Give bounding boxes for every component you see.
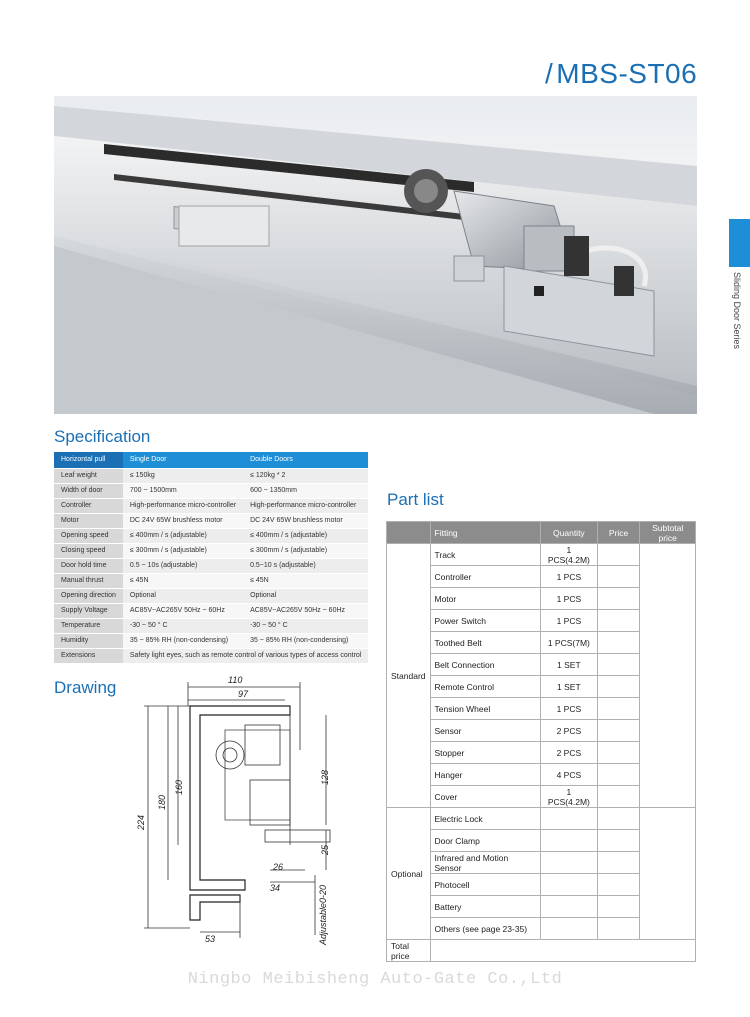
spec-label: Manual thrust (54, 573, 123, 588)
spec-double: AC85V~AC265V 50Hz ~ 60Hz (243, 603, 368, 618)
spec-label: Motor (54, 513, 123, 528)
model-title (545, 58, 697, 90)
total-row (387, 940, 696, 962)
spec-row (54, 543, 368, 558)
spec-extensions-value: Safety light eyes, such as remote control of various types of access control (123, 648, 369, 663)
group-standard: Standard (387, 544, 431, 808)
quantity-cell: 2 PCS (540, 720, 597, 742)
price-cell (597, 874, 640, 896)
spec-label: Opening speed (54, 528, 123, 543)
price-cell (597, 610, 640, 632)
spec-label: Closing speed (54, 543, 123, 558)
price-cell (597, 786, 640, 808)
dim-180: 180 (157, 794, 167, 810)
spec-double: ≤ 300mm / s (adjustable) (243, 543, 368, 558)
quantity-cell: 1 PCS(4.2M) (540, 786, 597, 808)
subtotal-cell (640, 808, 696, 940)
spec-double: 35 ~ 85% RH (non-condensing) (243, 633, 368, 648)
spec-single: 0.5 ~ 10s (adjustable) (123, 558, 243, 573)
fitting-cell: Others (see page 23-35) (430, 918, 540, 940)
quantity-cell (540, 852, 597, 874)
spec-single: ≤ 150kg (123, 468, 243, 483)
spec-label: Door hold time (54, 558, 123, 573)
spec-label: Temperature (54, 618, 123, 633)
spec-double: ≤ 120kg * 2 (243, 468, 368, 483)
title-slash: / (545, 58, 554, 89)
fitting-cell: Photocell (430, 874, 540, 896)
fitting-cell: Motor (430, 588, 540, 610)
fitting-cell: Infrared and Motion Sensor (430, 852, 540, 874)
spec-single: 35 ~ 85% RH (non-condensing) (123, 633, 243, 648)
price-cell (597, 896, 640, 918)
fitting-cell: Door Clamp (430, 830, 540, 852)
spec-row (54, 483, 368, 498)
price-cell (597, 720, 640, 742)
quantity-cell: 1 PCS (540, 610, 597, 632)
price-cell (597, 654, 640, 676)
spec-single: ≤ 45N (123, 573, 243, 588)
dim-224: 224 (136, 814, 146, 830)
total-value (430, 940, 696, 962)
spec-row (54, 618, 368, 633)
spec-row (54, 498, 368, 513)
spec-label: Width of door (54, 483, 123, 498)
quantity-cell (540, 808, 597, 830)
spec-label: Extensions (54, 648, 123, 663)
price-cell (597, 852, 640, 874)
spec-label: Leaf weight (54, 468, 123, 483)
spec-double: ≤ 45N (243, 573, 368, 588)
spec-label: Opening direction (54, 588, 123, 603)
model-name: MBS-ST06 (556, 58, 698, 89)
part-list-table (386, 521, 696, 962)
spec-row (54, 633, 368, 648)
fitting-cell: Sensor (430, 720, 540, 742)
spec-single: ≤ 400mm / s (adjustable) (123, 528, 243, 543)
group-optional: Optional (387, 808, 431, 940)
fitting-cell: Battery (430, 896, 540, 918)
quantity-cell: 1 PCS (540, 566, 597, 588)
specification-table (54, 452, 368, 664)
fitting-cell: Belt Connection (430, 654, 540, 676)
quantity-cell (540, 896, 597, 918)
quantity-cell: 1 SET (540, 676, 597, 698)
price-cell (597, 566, 640, 588)
quantity-cell (540, 918, 597, 940)
part-col-group (387, 522, 431, 544)
operator-illustration (54, 96, 697, 414)
fitting-cell: Hanger (430, 764, 540, 786)
side-label: Sliding Door Series (732, 272, 742, 350)
part-col-quantity: Quantity (540, 522, 597, 544)
spec-label: Supply Voltage (54, 603, 123, 618)
fitting-cell: Stopper (430, 742, 540, 764)
price-cell (597, 918, 640, 940)
specification-heading: Specification (54, 427, 151, 446)
dim-adjustable: Adjustable0-20 (318, 884, 328, 945)
side-tab (729, 219, 750, 267)
spec-label: Humidity (54, 633, 123, 648)
spec-label: Controller (54, 498, 123, 513)
fitting-cell: Electric Lock (430, 808, 540, 830)
drawing-heading: Drawing (54, 678, 117, 697)
price-cell (597, 830, 640, 852)
quantity-cell (540, 830, 597, 852)
spec-double: DC 24V 65W brushless motor (243, 513, 368, 528)
spec-row-extensions (54, 648, 368, 663)
spec-single: High-performance micro-controller (123, 498, 243, 513)
spec-row (54, 513, 368, 528)
total-label: Total price (387, 940, 431, 962)
spec-col-double-doors: Double Doors (243, 452, 368, 468)
price-cell (597, 698, 640, 720)
price-cell (597, 588, 640, 610)
spec-double: 0.5~10 s (adjustable) (243, 558, 368, 573)
quantity-cell (540, 874, 597, 896)
dim-53: 53 (205, 934, 216, 944)
dim-128: 128 (320, 769, 330, 785)
quantity-cell: 1 PCS (540, 698, 597, 720)
product-photo (54, 96, 697, 414)
spec-double: -30 ~ 50 ° C (243, 618, 368, 633)
spec-col-single-door: Single Door (123, 452, 243, 468)
spec-single: DC 24V 65W brushless motor (123, 513, 243, 528)
fitting-cell: Controller (430, 566, 540, 588)
spec-double: 600 ~ 1350mm (243, 483, 368, 498)
table-row (387, 544, 696, 566)
spec-double: Optional (243, 588, 368, 603)
spec-row (54, 588, 368, 603)
fitting-cell: Remote Control (430, 676, 540, 698)
part-col-price: Price (597, 522, 640, 544)
quantity-cell: 1 SET (540, 654, 597, 676)
price-cell (597, 742, 640, 764)
spec-header-row (54, 452, 368, 468)
price-cell (597, 632, 640, 654)
fitting-cell: Tension Wheel (430, 698, 540, 720)
part-col-fitting: Fitting (430, 522, 540, 544)
subtotal-cell (640, 544, 696, 808)
spec-single: -30 ~ 50 ° C (123, 618, 243, 633)
quantity-cell: 1 PCS(7M) (540, 632, 597, 654)
partlist-heading: Part list (387, 490, 444, 509)
quantity-cell: 2 PCS (540, 742, 597, 764)
spec-row (54, 558, 368, 573)
spec-row (54, 528, 368, 543)
spec-row (54, 468, 368, 483)
dim-26: 26 (273, 862, 284, 872)
dim-25: 25 (320, 844, 330, 855)
price-cell (597, 544, 640, 566)
spec-double: High-performance micro-controller (243, 498, 368, 513)
table-row (387, 808, 696, 830)
part-col-subtotal: Subtotal price (640, 522, 696, 544)
fitting-cell: Cover (430, 786, 540, 808)
spec-single: AC85V~AC265V 50Hz ~ 60Hz (123, 603, 243, 618)
quantity-cell: 4 PCS (540, 764, 597, 786)
spec-row (54, 603, 368, 618)
spec-single: 700 ~ 1500mm (123, 483, 243, 498)
quantity-cell: 1 PCS (540, 588, 597, 610)
price-cell (597, 808, 640, 830)
price-cell (597, 676, 640, 698)
quantity-cell: 1 PCS(4.2M) (540, 544, 597, 566)
spec-single: ≤ 300mm / s (adjustable) (123, 543, 243, 558)
fitting-cell: Toothed Belt (430, 632, 540, 654)
price-cell (597, 764, 640, 786)
spec-double: ≤ 400mm / s (adjustable) (243, 528, 368, 543)
spec-single: Optional (123, 588, 243, 603)
cross-section-drawing (130, 670, 340, 950)
fitting-cell: Track (430, 544, 540, 566)
part-header-row (387, 522, 696, 544)
spec-row (54, 573, 368, 588)
dim-97: 97 (238, 689, 249, 699)
fitting-cell: Power Switch (430, 610, 540, 632)
dim-110: 110 (228, 675, 243, 685)
dim-160: 160 (174, 779, 184, 795)
spec-col-horizontal-pull: Horizontal pull (54, 452, 123, 468)
dim-34: 34 (270, 883, 281, 893)
company-footer: Ningbo Meibisheng Auto-Gate Co.,Ltd (187, 970, 563, 989)
